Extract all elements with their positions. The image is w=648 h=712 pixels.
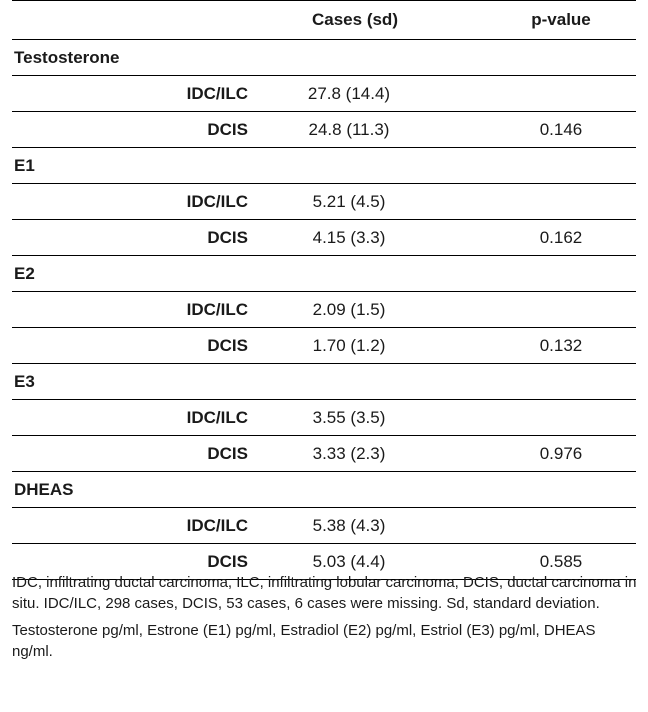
row-cases: 5.21 (4.5): [248, 184, 474, 220]
group-name: E1: [12, 148, 636, 184]
group-name: E3: [12, 364, 636, 400]
row-pvalue: 0.132: [474, 328, 636, 364]
group-name: Testosterone: [12, 40, 636, 76]
footnote-abbreviations: IDC, infiltrating ductal carcinoma, ILC, infiltrating lobular carcinoma, DCIS, ductal carcinoma in situ. IDC/ILC, 298 cases, DCIS, 53 cases, 6 cases were missing. Sd, standard deviation.: [12, 574, 637, 612]
header-pvalue: p-value: [474, 1, 636, 40]
footnote-units: Testosterone pg/ml, Estrone (E1) pg/ml, Estradiol (E2) pg/ml, Estriol (E3) pg/ml, DHEAS ng/ml.: [12, 622, 596, 660]
row-pvalue: [474, 400, 636, 436]
header-label: [12, 1, 248, 40]
row-cases: 1.70 (1.2): [248, 328, 474, 364]
table-footnotes: [12, 572, 638, 668]
row-label: IDC/ILC: [12, 76, 248, 112]
row-cases: 2.09 (1.5): [248, 292, 474, 328]
table-row: [12, 220, 636, 256]
row-label: IDC/ILC: [12, 400, 248, 436]
table-row: [12, 76, 636, 112]
group-row-e1: [12, 148, 636, 184]
header-cases: Cases (sd): [248, 1, 474, 40]
table-row: [12, 112, 636, 148]
row-label: DCIS: [12, 544, 248, 580]
row-cases: 4.15 (3.3): [248, 220, 474, 256]
row-cases: 3.55 (3.5): [248, 400, 474, 436]
hormone-levels-table: [12, 0, 636, 580]
row-cases: 5.03 (4.4): [248, 544, 474, 580]
group-row-dheas: [12, 472, 636, 508]
row-pvalue: 0.585: [474, 544, 636, 580]
row-label: IDC/ILC: [12, 508, 248, 544]
table-row: [12, 292, 636, 328]
row-label: IDC/ILC: [12, 292, 248, 328]
group-row-testosterone: [12, 40, 636, 76]
group-row-e3: [12, 364, 636, 400]
row-cases: 27.8 (14.4): [248, 76, 474, 112]
table-row: [12, 184, 636, 220]
row-pvalue: 0.162: [474, 220, 636, 256]
hormone-table-container: [12, 0, 636, 580]
row-pvalue: 0.976: [474, 436, 636, 472]
row-label: DCIS: [12, 328, 248, 364]
row-pvalue: [474, 184, 636, 220]
row-cases: 3.33 (2.3): [248, 436, 474, 472]
row-pvalue: 0.146: [474, 112, 636, 148]
group-name: DHEAS: [12, 472, 636, 508]
table-row: [12, 508, 636, 544]
table-row: [12, 436, 636, 472]
table-row: [12, 328, 636, 364]
row-pvalue: [474, 76, 636, 112]
row-label: IDC/ILC: [12, 184, 248, 220]
row-cases: 24.8 (11.3): [248, 112, 474, 148]
row-pvalue: [474, 292, 636, 328]
table-row: [12, 400, 636, 436]
table-header-row: [12, 1, 636, 40]
group-row-e2: [12, 256, 636, 292]
row-label: DCIS: [12, 220, 248, 256]
row-label: DCIS: [12, 436, 248, 472]
row-label: DCIS: [12, 112, 248, 148]
row-cases: 5.38 (4.3): [248, 508, 474, 544]
group-name: E2: [12, 256, 636, 292]
row-pvalue: [474, 508, 636, 544]
